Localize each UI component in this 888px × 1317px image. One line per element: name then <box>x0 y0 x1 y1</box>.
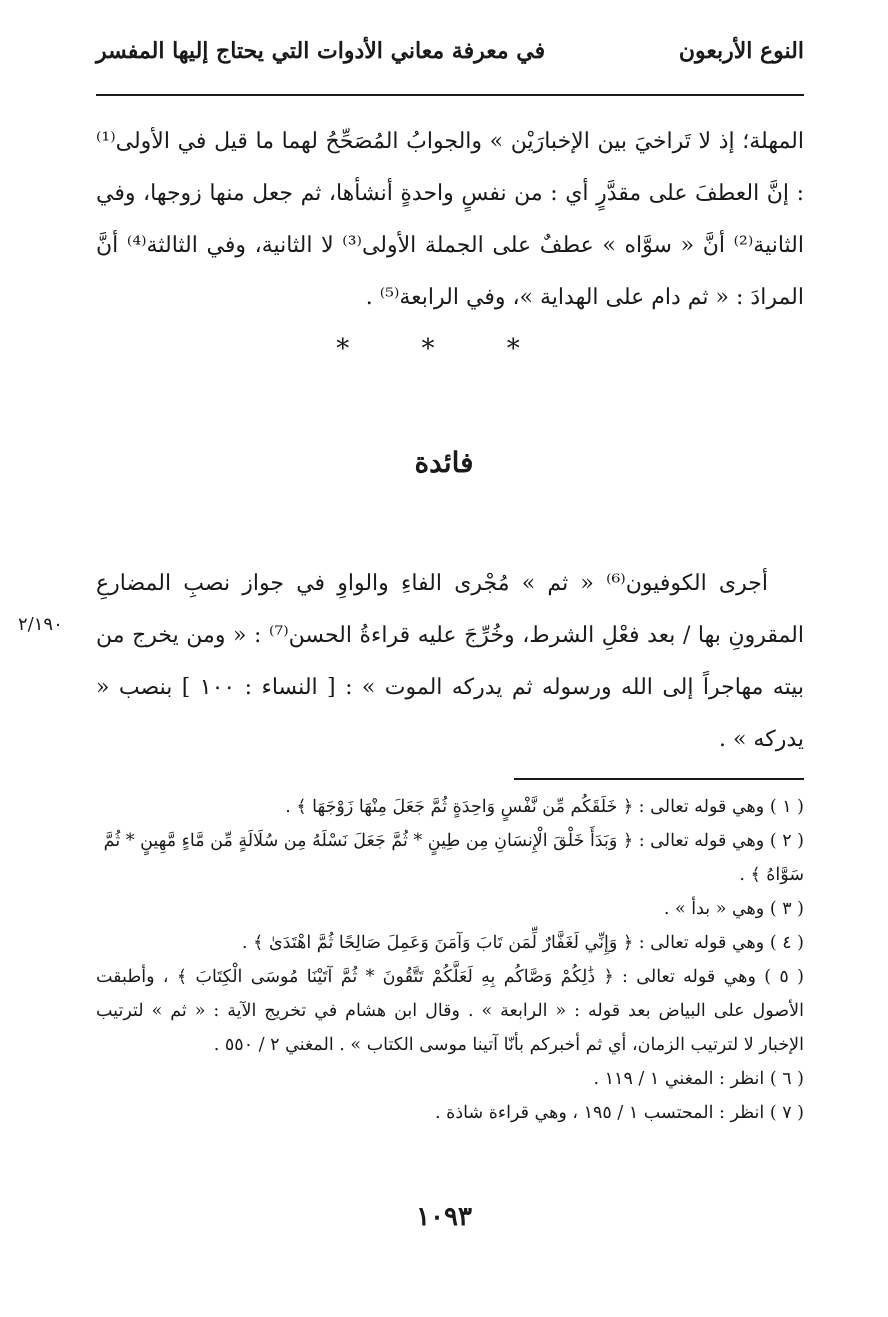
footnote-number: ( ٤ ) <box>769 933 804 953</box>
footnote-number: ( ٧ ) <box>769 1103 804 1123</box>
chapter-title: النوع الأربعون <box>678 38 804 64</box>
footnote-number: ( ٢ ) <box>769 831 804 851</box>
footnote-6 <box>96 1062 804 1096</box>
header-rule <box>96 94 804 96</box>
footnote-text: وهي قوله تعالى : ﴿ وَإِنِّي لَغَفَّارٌ لِّمَن تَابَ وَآمَنَ وَعَمِلَ صَالِحًا ثُمَّ اهْتَدَىٰ ﴾ . <box>242 933 765 953</box>
section-title: فائدة <box>414 446 474 479</box>
footnote-1 <box>96 790 804 824</box>
footnote-7 <box>96 1096 804 1130</box>
footnote-text: وهي قوله تعالى : ﴿ خَلَقَكُم مِّن نَّفْسٍ وَاحِدَةٍ ثُمَّ جَعَلَ مِنْهَا زَوْجَهَا ﴾ . <box>285 797 765 817</box>
footnote-4 <box>96 926 804 960</box>
margin-reference: ٢/١٩٠ <box>18 614 63 635</box>
footnote-number: ( ٦ ) <box>769 1069 804 1089</box>
footnote-text: انظر : المحتسب ١ / ١٩٥ ، وهي قراءة شاذة . <box>435 1103 765 1123</box>
footnote-text: وهي قوله تعالى : ﴿ ذَٰلِكُمْ وَصَّاكُم بِهِ لَعَلَّكُمْ تَتَّقُونَ * ثُمَّ آتَيْنَا مُوسَى الْكِتَابَ ﴾ ، وأطبقت الأصول على البياض بعد قوله : « الرابعة » . وقال ابن هشام في تخريج الآية : « ثم » لترتيب الإخبار لا لترتيب الزمان، أي ثم أخبركم بأنّا آتينا موسى الكتاب » . المغني ٢ / ٥٥٠ . <box>96 967 804 1055</box>
footnote-number: ( ٣ ) <box>769 899 804 919</box>
footnote-number: ( ٥ ) <box>764 967 804 987</box>
section-separator: * * * <box>336 334 552 364</box>
footnote-rule <box>514 778 804 780</box>
footnote-5 <box>96 960 804 1062</box>
running-title: في معرفة معاني الأدوات التي يحتاج إليها المفسر <box>96 38 546 64</box>
footnotes <box>96 790 804 1130</box>
footnote-3 <box>96 892 804 926</box>
footnote-number: ( ١ ) <box>769 797 804 817</box>
body-paragraph-2: أجرى الكوفيون⁽⁶⁾ « ثم » مُجْرى الفاءِ والواوِ في جواز نصبِ المضارعِ المقرونِ بها / بعد فعْلِ الشرط، وخُرِّجَ عليه قراءةُ الحسن⁽⁷⁾ : « ومن يخرج من بيته مهاجراً إلى الله ورسوله ثم يدركه الموت » : [ النساء : ١٠٠ ] بنصب « يدركه » . <box>96 571 805 752</box>
footnote-text: انظر : المغني ١ / ١١٩ . <box>593 1069 765 1089</box>
footnote-2 <box>96 824 804 892</box>
page-number: ١٠٩٣ <box>416 1202 472 1232</box>
footnote-text: وهي قوله تعالى : ﴿ وَبَدَأَ خَلْقَ الْإِنسَانِ مِن طِينٍ * ثُمَّ جَعَلَ نَسْلَهُ مِن سُلَالَةٍ مِّن مَّاءٍ مَّهِينٍ * ثُمَّ سَوَّاهُ ﴾ . <box>103 831 804 885</box>
footnote-text: وهي « بدأ » . <box>663 899 765 919</box>
body-paragraph-1: المهلة؛ إذ لا تَراخيَ بين الإخبارَيْن » والجوابُ المُصَحِّحُ لهما ما قيل في الأولى⁽¹⁾ : إنَّ العطفَ على مقدَّرٍ أي : من نفسٍ واحدةٍ أنشأها، ثم جعل منها زوجها، وفي الثانية⁽²⁾ أنَّ « سوَّاه » عطفٌ على الجملة الأولى⁽³⁾ لا الثانية، وفي الثالثة⁽⁴⁾ أنَّ المرادَ : « ثم دام على الهداية »، وفي الرابعة⁽⁵⁾ . <box>96 129 804 310</box>
